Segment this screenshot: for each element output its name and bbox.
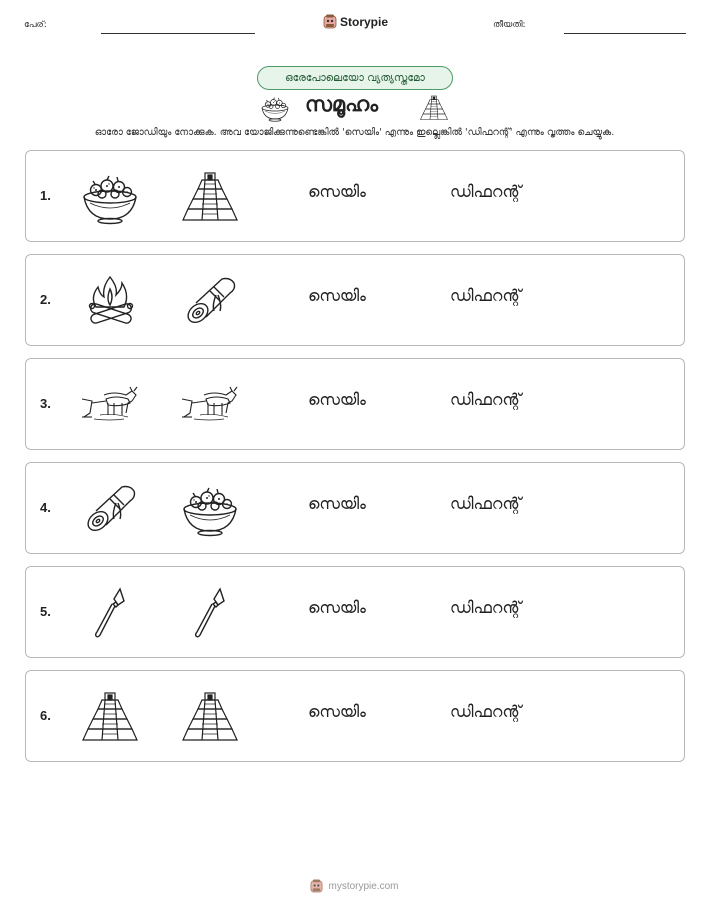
same-option[interactable]: സെയിം [308, 286, 366, 305]
spear-icon [80, 585, 140, 641]
different-option[interactable]: ഡിഫറന്റ് [450, 702, 522, 721]
question-number: 3. [40, 396, 51, 411]
pyramid-icon [80, 689, 140, 745]
campfire-icon [80, 273, 140, 329]
worksheet-header [0, 14, 709, 38]
ox-plow-icon [180, 377, 240, 433]
same-option[interactable]: സെയിം [308, 390, 366, 409]
brand-name: Storypie [340, 14, 389, 29]
question-row [25, 670, 685, 762]
different-option[interactable]: ഡിഫറന്റ് [450, 182, 522, 201]
same-option[interactable]: സെയിം [308, 598, 366, 617]
question-row [25, 150, 685, 242]
scroll-icon [80, 481, 140, 537]
pyramid-icon [180, 169, 240, 225]
date-label: തീയതി: [493, 20, 526, 30]
question-number: 1. [40, 188, 51, 203]
same-option[interactable]: സെയിം [308, 702, 366, 721]
ox-plow-icon [80, 377, 140, 433]
title-row [0, 92, 709, 122]
storypie-mascot-icon [323, 14, 337, 29]
question-number: 5. [40, 604, 51, 619]
name-label: പേര്: [24, 20, 47, 30]
question-number: 6. [40, 708, 51, 723]
fruit-bowl-icon [80, 169, 140, 225]
different-option[interactable]: ഡിഫറന്റ് [450, 286, 522, 305]
date-field[interactable] [564, 33, 686, 34]
storypie-logo [323, 14, 388, 29]
same-option[interactable]: സെയിം [308, 182, 366, 201]
storypie-mascot-icon [310, 879, 323, 893]
question-row [25, 254, 685, 346]
fruit-bowl-icon [259, 94, 291, 122]
scroll-icon [180, 273, 240, 329]
worksheet-type-badge: ഒരേപോലെയോ വ്യത്യസ്തമോ [257, 66, 453, 90]
different-option[interactable]: ഡിഫറന്റ് [450, 598, 522, 617]
pyramid-icon [417, 94, 451, 122]
footer-url[interactable]: mystorypie.com [328, 880, 399, 892]
name-field[interactable] [101, 33, 255, 34]
spear-icon [180, 585, 240, 641]
question-number: 2. [40, 292, 51, 307]
question-number: 4. [40, 500, 51, 515]
different-option[interactable]: ഡിഫറന്റ് [450, 390, 522, 409]
footer [0, 879, 709, 893]
question-row [25, 462, 685, 554]
page-title: സമൂഹം [305, 92, 378, 116]
different-option[interactable]: ഡിഫറന്റ് [450, 494, 522, 513]
fruit-bowl-icon [180, 481, 240, 537]
question-row [25, 566, 685, 658]
question-row [25, 358, 685, 450]
pyramid-icon [180, 689, 240, 745]
same-option[interactable]: സെയിം [308, 494, 366, 513]
instructions: ഓരോ ജോഡിയും നോക്കുക. അവ യോജിക്കുന്നുണ്ടെങ്കിൽ 'സെയിം' എന്നും ഇല്ലെങ്കിൽ 'ഡിഫറന്റ്' എന്നും വൃത്തം ചെയ്യുക. [94, 127, 615, 138]
